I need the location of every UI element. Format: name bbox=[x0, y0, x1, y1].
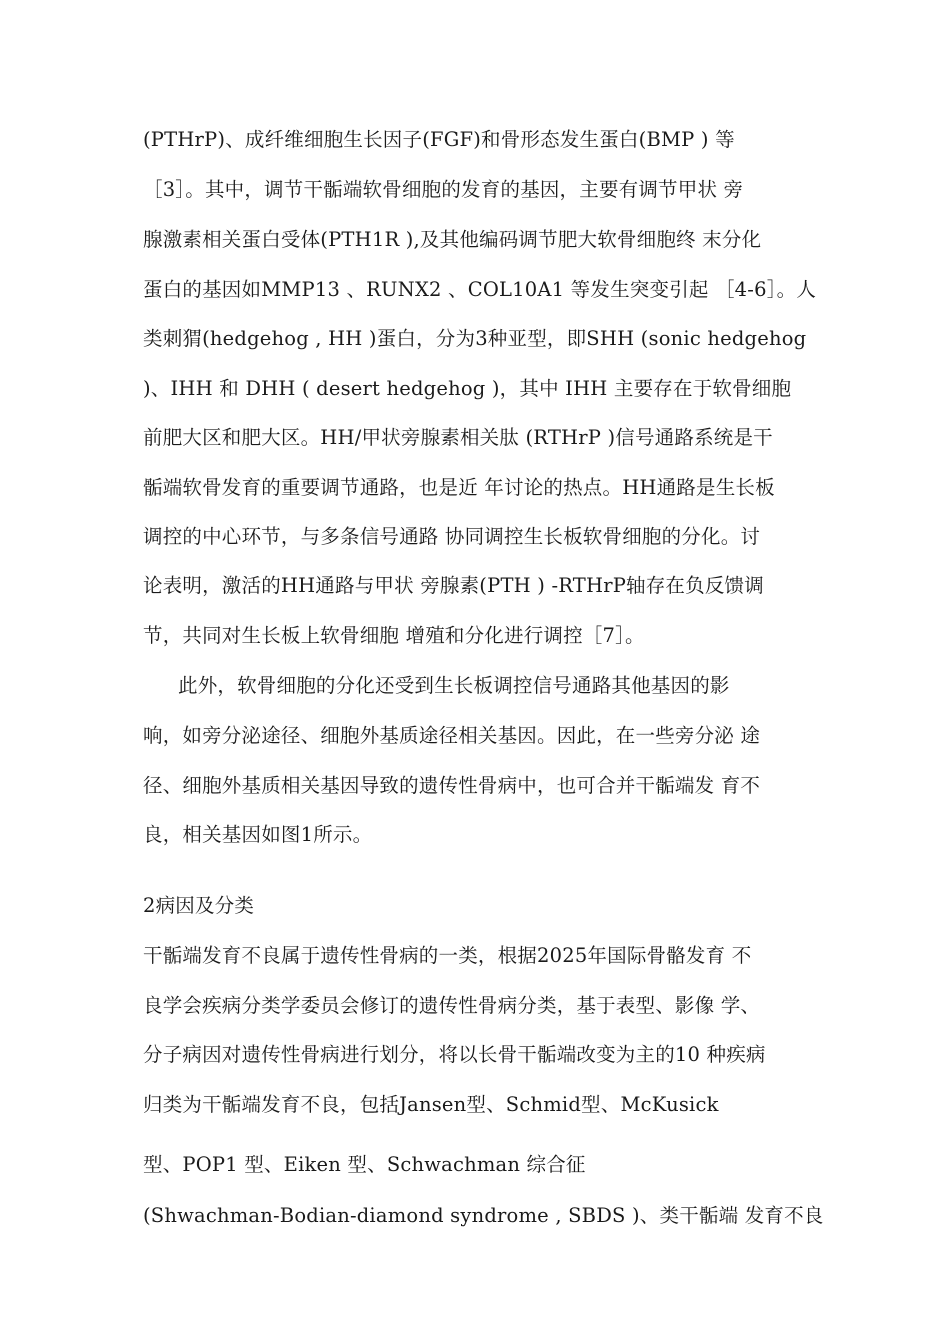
paragraph-1-line-6: )、IHH 和 DHH ( desert hedgehog )，其中 IHH 主要存在于软骨细胞 bbox=[143, 377, 792, 400]
paragraph-2-line-1: 此外，软骨细胞的分化还受到生长板调控信号通路其他基因的影 bbox=[178, 674, 730, 697]
paragraph-1-line-3: 腺激素相关蛋白受体(PTH1R ),及其他编码调节肥大软骨细胞终 末分化 bbox=[143, 228, 762, 251]
paragraph-3-line-4: 归类为干骺端发育不良，包括Jansen型、Schmid型、McKusick bbox=[143, 1093, 719, 1116]
paragraph-1-line-5: 类刺猬(hedgehog , HH )蛋白，分为3种亚型，即SHH (sonic hedgehog bbox=[143, 327, 807, 350]
paragraph-1-line-2: ［3］。其中，调节干骺端软骨细胞的发育的基因，主要有调节甲状 旁 bbox=[143, 178, 744, 201]
paragraph-1-line-10: 论表明，激活的HH通路与甲状 旁腺素(PTH ) -RTHrP轴存在负反馈调 bbox=[143, 574, 764, 597]
paragraph-1-line-4: 蛋白的基因如MMP13 、RUNX2 、COL10A1 等发生突变引起 ［4-6］。人 bbox=[143, 278, 817, 301]
section-heading: 2病因及分类 bbox=[143, 894, 255, 917]
paragraph-3-line-3: 分子病因对遗传性骨病进行划分，将以长骨干骺端改变为主的10 种疾病 bbox=[143, 1043, 766, 1066]
paragraph-2-line-4: 良，相关基因如图1所示。 bbox=[143, 823, 373, 846]
paragraph-3-line-1: 干骺端发育不良属于遗传性骨病的一类，根据2025年国际骨骼发育 不 bbox=[143, 944, 752, 967]
paragraph-1-line-9: 调控的中心环节，与多条信号通路 协同调控生长板软骨细胞的分化。讨 bbox=[143, 525, 761, 548]
paragraph-2-line-2: 响，如旁分泌途径、细胞外基质途径相关基因。因此，在一些旁分泌 途 bbox=[143, 724, 761, 747]
paragraph-1-line-8: 骺端软骨发育的重要调节通路，也是近 年讨论的热点。HH通路是生长板 bbox=[143, 476, 775, 499]
paragraph-1-line-7: 前肥大区和肥大区。HH/甲状旁腺素相关肽 (RTHrP )信号通路系统是干 bbox=[143, 426, 773, 449]
paragraph-3-line-6: (Shwachman-Bodian-diamond syndrome , SBDS )、类干骺端 发育不良 bbox=[143, 1204, 824, 1227]
paragraph-1-line-1: (PTHrP)、成纤维细胞生长因子(FGF)和骨形态发生蛋白(BMP ) 等 bbox=[143, 128, 735, 151]
paragraph-3-line-5: 型、POP1 型、Eiken 型、Schwachman 综合征 bbox=[143, 1153, 586, 1176]
paragraph-1-line-11: 节，共同对生长板上软骨细胞 增殖和分化进行调控［7］。 bbox=[143, 624, 645, 647]
paragraph-3-line-2: 良学会疾病分类学委员会修订的遗传性骨病分类，基于表型、影像 学、 bbox=[143, 994, 761, 1017]
paragraph-2-line-3: 径、细胞外基质相关基因导致的遗传性骨病中，也可合并干骺端发 育不 bbox=[143, 774, 761, 797]
